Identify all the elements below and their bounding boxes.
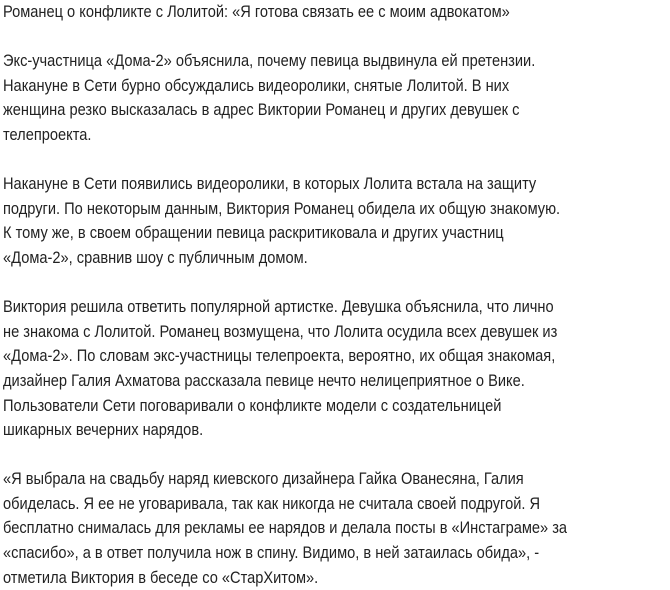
paragraph-3 bbox=[3, 295, 670, 443]
paragraph-1 bbox=[3, 49, 670, 147]
text-line: Накануне в Сети бурно обсуждались видеоролики, снятые Лолитой. В них bbox=[3, 75, 510, 95]
text-line: «Я выбрала на свадьбу наряд киевского дизайнера Гайка Ованесяна, Галия bbox=[3, 469, 524, 489]
text-line: шикарных вечерних нарядов. bbox=[3, 420, 204, 440]
text-line: К тому же, в своем обращении певица раскритиковала и других участниц bbox=[3, 223, 504, 243]
text-line: бесплатно снималась для рекламы ее нарядов и делала посты в «Инстаграме» за bbox=[3, 518, 568, 538]
text-line: не знакома с Лолитой. Романец возмущена, что Лолита осудила всех девушек из bbox=[3, 321, 558, 341]
text-line: Виктория решила ответить популярной артистке. Девушка объяснила, что лично bbox=[3, 297, 554, 317]
paragraph-4-quote bbox=[3, 467, 670, 590]
paragraph-2 bbox=[3, 172, 670, 270]
text-line: подруги. По некоторым данным, Виктория Романец обидела их общую знакомую. bbox=[3, 198, 561, 218]
article bbox=[3, 0, 670, 590]
text-line: Накануне в Сети появились видеоролики, в которых Лолита встала на защиту bbox=[3, 174, 537, 194]
text-line: обиделась. Я ее не уговаривала, так как никогда не считала своей подругой. Я bbox=[3, 493, 541, 513]
text-line: телепроекта. bbox=[3, 124, 92, 144]
text-line: «Дома-2», сравнив шоу с публичным домом. bbox=[3, 247, 308, 267]
text-line: дизайнер Галия Ахматова рассказала певице нечто нелицеприятное о Вике. bbox=[3, 370, 525, 390]
text-line: «Дома-2». По словам экс-участницы телепроекта, вероятно, их общая знакомая, bbox=[3, 346, 556, 366]
text-line: женщина резко высказалась в адрес Виктории Романец и других девушек с bbox=[3, 100, 520, 120]
text-line: Пользователи Сети поговаривали о конфликте модели с создательницей bbox=[3, 395, 502, 415]
text-line: отметила Виктория в беседе со «СтарХитом». bbox=[3, 567, 319, 587]
article-title: Романец о конфликте с Лолитой: «Я готова связать ее с моим адвокатом» bbox=[3, 2, 510, 21]
text-line: Экс-участница «Дома-2» объяснила, почему певица выдвинула ей претензии. bbox=[3, 51, 536, 71]
text-line: «спасибо», а в ответ получила нож в спину. Видимо, в ней затаилась обида», - bbox=[3, 543, 540, 563]
